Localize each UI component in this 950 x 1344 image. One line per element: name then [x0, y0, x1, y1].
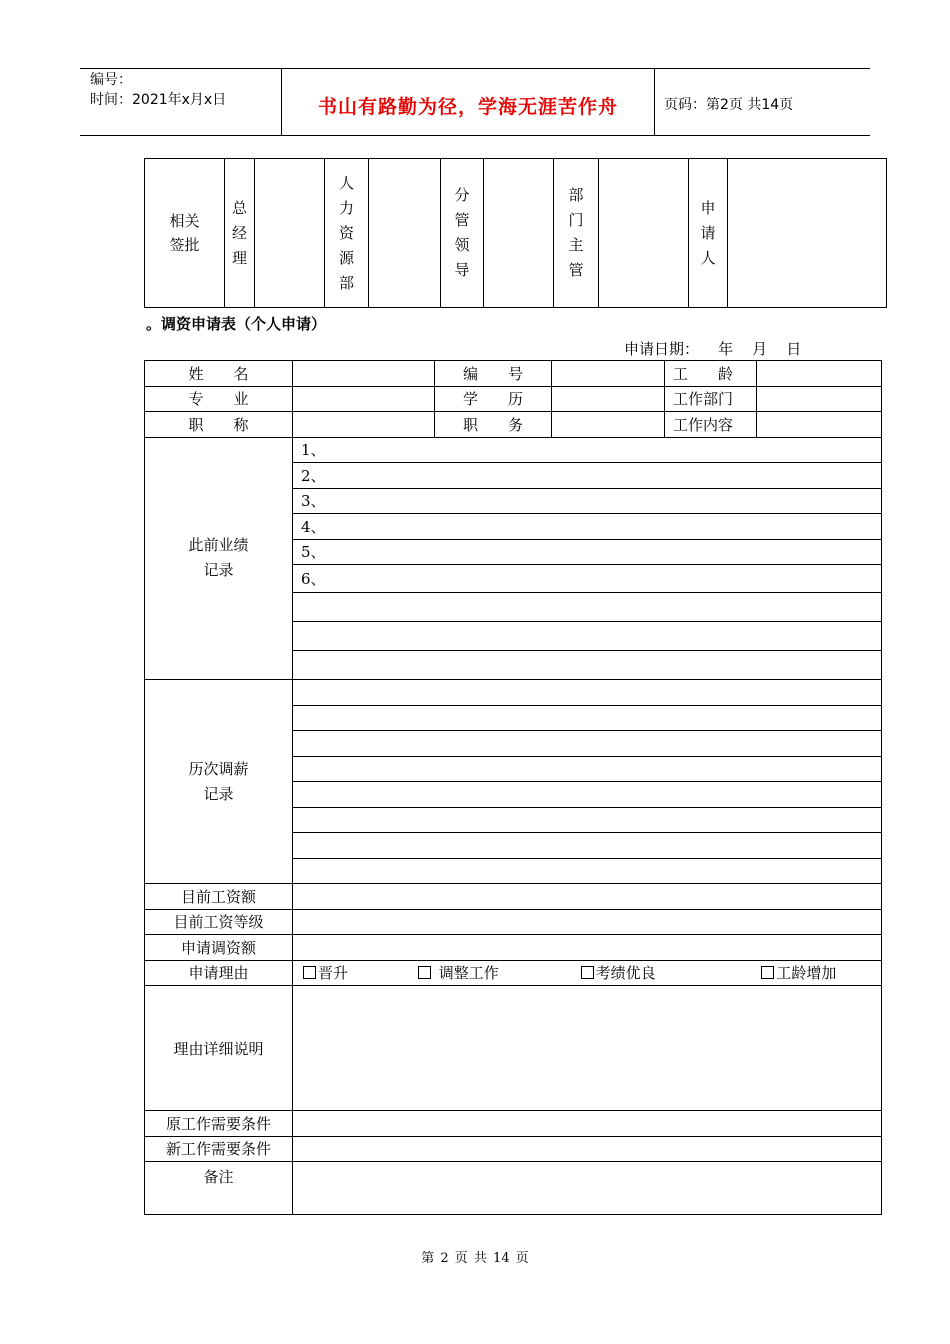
reason-option-job-change[interactable]: 调整工作	[418, 962, 576, 983]
header-motto: 书山有路勤为径，学海无涯苦作舟	[317, 96, 618, 118]
label-performance-record: 此前业绩记录	[145, 437, 293, 680]
label-reason-detail: 理由详细说明	[145, 986, 293, 1111]
field-remarks[interactable]	[293, 1162, 882, 1215]
approval-role-applicant: 申请人	[689, 159, 728, 308]
field-major[interactable]	[293, 386, 435, 412]
performance-item-blank[interactable]	[293, 622, 882, 651]
label-employee-number: 编 号	[435, 361, 552, 387]
checkbox-icon[interactable]	[581, 966, 594, 979]
reason-option-promotion[interactable]: 晋升	[303, 962, 413, 983]
field-seniority[interactable]	[757, 361, 882, 387]
approval-sign-gm[interactable]	[255, 159, 325, 308]
header-top-rule	[80, 68, 870, 69]
approval-role-hr: 人力资源部	[325, 159, 369, 308]
salary-history-row[interactable]	[293, 705, 882, 731]
approval-label: 相关签批	[145, 159, 225, 308]
field-reason-detail[interactable]	[293, 986, 882, 1111]
header-meta	[90, 70, 226, 110]
doc-time-label: 时间：2021年x月x日	[90, 92, 227, 108]
performance-item[interactable]: 5、	[293, 539, 882, 565]
label-remarks: 备注	[145, 1162, 293, 1215]
field-requested-amount[interactable]	[293, 935, 882, 961]
salary-history-row[interactable]	[293, 807, 882, 833]
field-position[interactable]	[552, 412, 665, 438]
approval-sign-dept[interactable]	[599, 159, 689, 308]
salary-history-row[interactable]	[293, 858, 882, 884]
label-position: 职 务	[435, 412, 552, 438]
label-current-salary: 目前工资额	[145, 884, 293, 910]
label-salary-history: 历次调薪记录	[145, 680, 293, 884]
approval-role-gm: 总经理	[225, 159, 255, 308]
approval-table	[144, 158, 887, 308]
header-bottom-rule	[80, 135, 870, 136]
label-new-job-req: 新工作需要条件	[145, 1136, 293, 1162]
field-new-job-req[interactable]	[293, 1136, 882, 1162]
approval-sign-hr[interactable]	[369, 159, 441, 308]
field-current-salary[interactable]	[293, 884, 882, 910]
approval-sign-leader[interactable]	[484, 159, 554, 308]
checkbox-icon[interactable]	[303, 966, 316, 979]
approval-sign-applicant[interactable]	[728, 159, 887, 308]
label-current-grade: 目前工资等级	[145, 909, 293, 935]
salary-history-row[interactable]	[293, 680, 882, 706]
field-education[interactable]	[552, 386, 665, 412]
performance-item-blank[interactable]	[293, 593, 882, 622]
label-department: 工作部门	[665, 386, 757, 412]
label-seniority: 工 龄	[665, 361, 757, 387]
field-department[interactable]	[757, 386, 882, 412]
approval-role-dept: 部门主管	[554, 159, 599, 308]
label-major: 专 业	[145, 386, 293, 412]
reason-options	[293, 960, 882, 986]
performance-item-blank[interactable]	[293, 651, 882, 680]
performance-item[interactable]: 6、	[293, 565, 882, 593]
header-page-info: 页码：第2页 共14页	[664, 97, 794, 113]
header-divider-right	[654, 68, 655, 136]
field-employee-number[interactable]	[552, 361, 665, 387]
salary-history-row[interactable]	[293, 833, 882, 859]
label-requested-amount: 申请调资额	[145, 935, 293, 961]
doc-number-label: 编号：	[90, 72, 132, 88]
apply-date: 申请日期： 年 月 日	[624, 340, 802, 358]
field-title[interactable]	[293, 412, 435, 438]
field-name[interactable]	[293, 361, 435, 387]
label-name: 姓 名	[145, 361, 293, 387]
label-orig-job-req: 原工作需要条件	[145, 1111, 293, 1137]
label-title: 职 称	[145, 412, 293, 438]
page-footer: 第 2 页 共 14 页	[421, 1251, 529, 1266]
checkbox-icon[interactable]	[761, 966, 774, 979]
form-title: 。调资申请表（个人申请）	[146, 315, 327, 333]
salary-adjustment-form	[144, 360, 882, 1215]
field-job-content[interactable]	[757, 412, 882, 438]
performance-item[interactable]: 2、	[293, 463, 882, 489]
label-reason: 申请理由	[145, 960, 293, 986]
performance-item[interactable]: 4、	[293, 514, 882, 540]
checkbox-icon[interactable]	[418, 966, 431, 979]
performance-item[interactable]: 1、	[293, 437, 882, 463]
salary-history-row[interactable]	[293, 731, 882, 757]
label-job-content: 工作内容	[665, 412, 757, 438]
approval-role-leader: 分管领导	[441, 159, 484, 308]
label-education: 学 历	[435, 386, 552, 412]
salary-history-row[interactable]	[293, 782, 882, 808]
performance-item[interactable]: 3、	[293, 488, 882, 514]
salary-history-row[interactable]	[293, 756, 882, 782]
field-current-grade[interactable]	[293, 909, 882, 935]
reason-option-performance[interactable]: 考绩优良	[581, 962, 757, 983]
reason-option-seniority[interactable]: 工龄增加	[761, 962, 836, 983]
field-orig-job-req[interactable]	[293, 1111, 882, 1137]
